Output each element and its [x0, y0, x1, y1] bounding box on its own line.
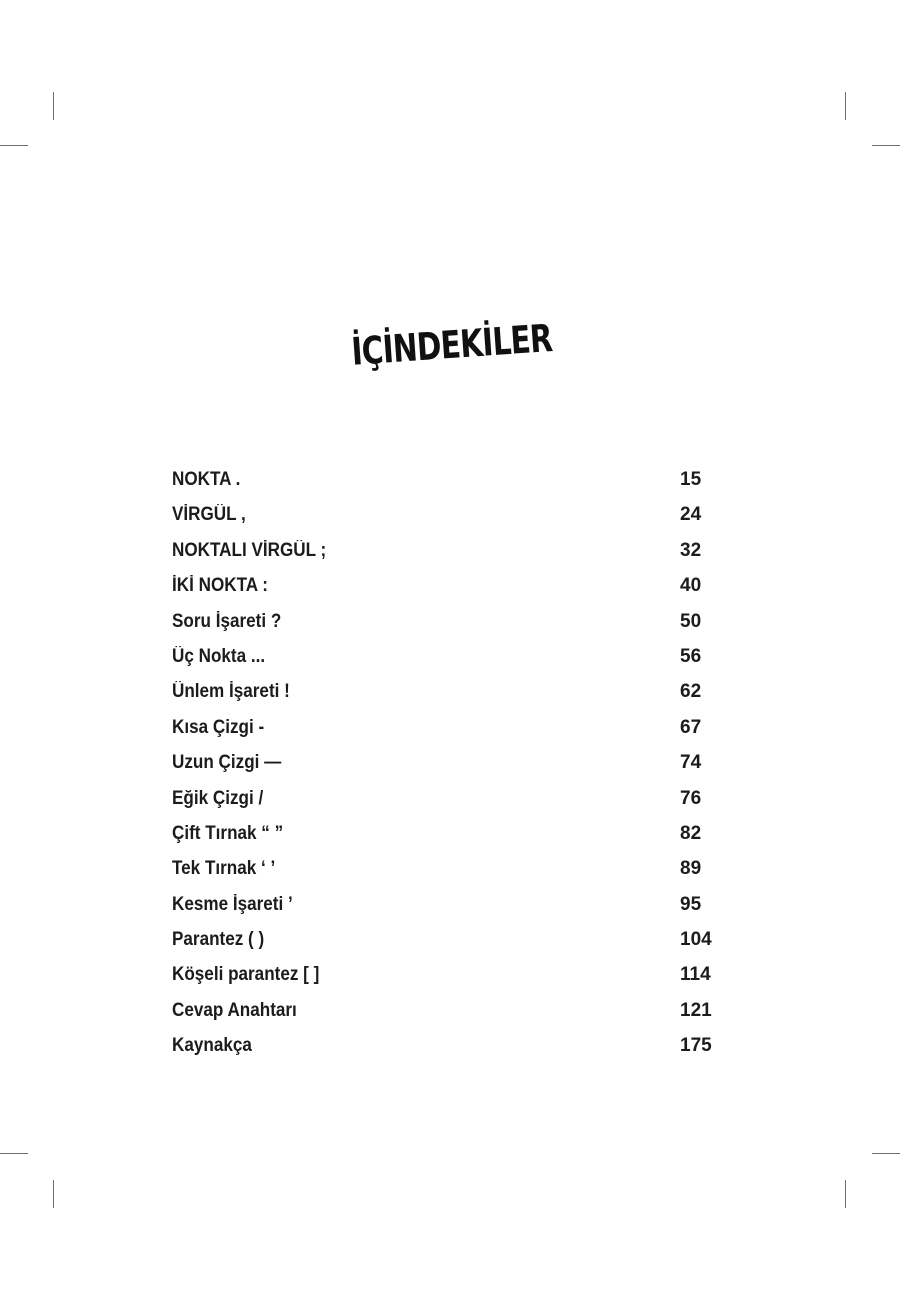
toc-entry	[172, 462, 732, 497]
toc-entry-label: Köşeli parantez [ ]	[172, 964, 320, 986]
crop-mark-top-left-horizontal	[0, 145, 28, 146]
toc-entry-label: Üç Nokta ...	[172, 645, 266, 667]
toc-entry-page-number: 104	[680, 929, 712, 951]
toc-entry-page-number: 40	[680, 575, 702, 597]
toc-entry-label: Ünlem İşareti !	[172, 681, 290, 703]
toc-entry-label: VİRGÜL ,	[172, 504, 246, 526]
toc-entry-page-number: 15	[680, 469, 702, 490]
toc-entry	[172, 497, 732, 532]
toc-entry-label: Soru İşareti ?	[172, 610, 282, 632]
toc-entry-page-number: 74	[680, 752, 702, 774]
toc-entry	[172, 674, 732, 709]
toc-entry-label: Eğik Çizgi /	[172, 787, 264, 809]
toc-entry	[172, 993, 732, 1028]
toc-entry	[172, 710, 732, 745]
toc-entry-page-number: 95	[680, 893, 702, 915]
toc-entry-page-number: 114	[680, 964, 711, 986]
toc-entry-page-number: 82	[680, 822, 702, 844]
toc-entry	[172, 745, 732, 780]
toc-entry	[172, 568, 732, 603]
toc-entry-page-number: 62	[680, 681, 702, 703]
toc-entry-page-number: 50	[680, 610, 702, 632]
toc-entry-page-number: 89	[680, 858, 702, 880]
toc-entry-label: Kesme İşareti ’	[172, 893, 293, 915]
toc-entry-label: Cevap Anahtarı	[172, 999, 297, 1021]
table-of-contents	[172, 462, 732, 1064]
toc-entry-label: Kaynakça	[172, 1035, 252, 1057]
page-title: İÇİNDEKİLER	[350, 315, 554, 374]
toc-entry	[172, 781, 732, 816]
toc-entry-label: NOKTALI VİRGÜL ;	[172, 539, 327, 561]
toc-entry	[172, 639, 732, 674]
toc-entry-page-number: 24	[680, 504, 702, 526]
toc-entry-page-number: 121	[680, 999, 712, 1021]
crop-mark-top-left-vertical	[53, 92, 54, 120]
toc-entry-page-number: 32	[680, 539, 702, 561]
toc-entry-label: Uzun Çizgi —	[172, 752, 282, 774]
toc-entry-label: Parantez ( )	[172, 929, 265, 951]
toc-entry-label: İKİ NOKTA :	[172, 575, 268, 597]
crop-mark-bottom-left-horizontal	[0, 1153, 28, 1154]
toc-entry-page-number: 76	[680, 787, 702, 809]
toc-entry-page-number: 67	[680, 716, 702, 738]
toc-entry	[172, 816, 732, 851]
toc-entry	[172, 1028, 732, 1063]
crop-mark-bottom-left-vertical	[53, 1180, 54, 1208]
toc-entry	[172, 887, 732, 922]
toc-entry	[172, 851, 732, 886]
crop-mark-bottom-right-horizontal	[872, 1153, 900, 1154]
toc-entry	[172, 922, 732, 957]
toc-entry-page-number: 56	[680, 645, 702, 667]
crop-mark-top-right-vertical	[845, 92, 846, 120]
crop-mark-top-right-horizontal	[872, 145, 900, 146]
toc-entry-label: Kısa Çizgi -	[172, 716, 265, 738]
toc-entry	[172, 957, 732, 992]
toc-entry	[172, 533, 732, 568]
toc-entry-label: Çift Tırnak “ ”	[172, 822, 284, 844]
toc-entry	[172, 604, 732, 639]
toc-entry-label: NOKTA .	[172, 469, 241, 490]
toc-entry-page-number: 175	[680, 1035, 712, 1057]
crop-mark-bottom-right-vertical	[845, 1180, 846, 1208]
toc-entry-label: Tek Tırnak ‘ ’	[172, 858, 276, 880]
